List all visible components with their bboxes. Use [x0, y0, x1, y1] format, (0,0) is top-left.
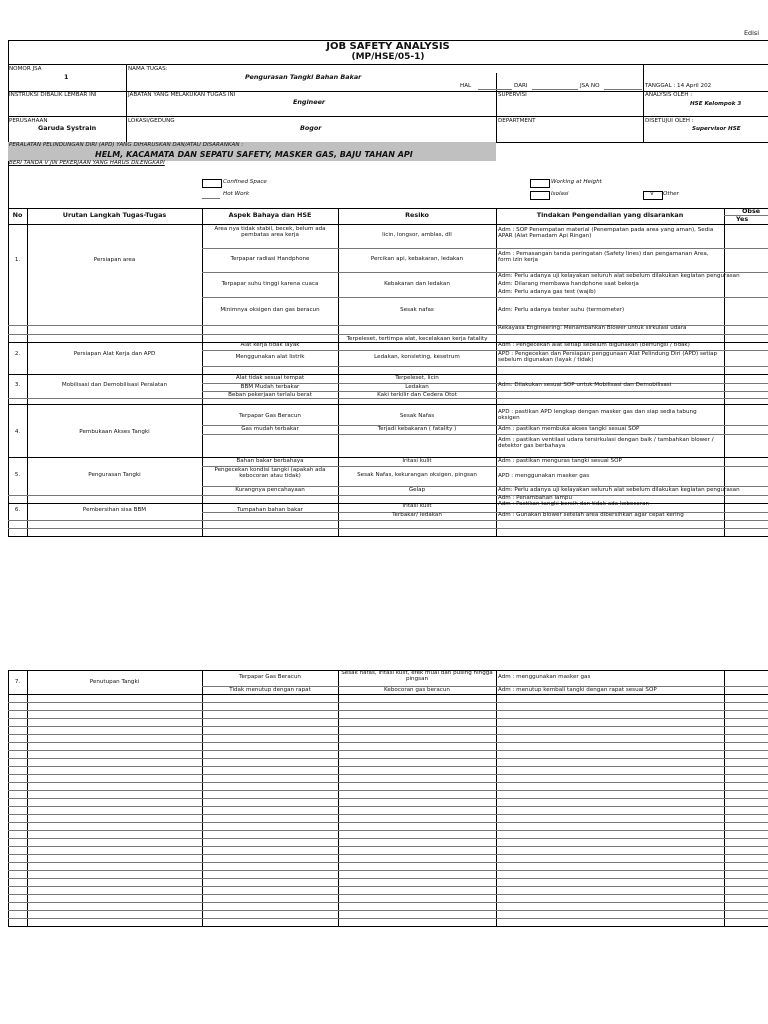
row7-hazard-2: Tidak menutup dengan rapat	[229, 687, 311, 693]
lokasi-value: Bogor	[300, 124, 322, 132]
empty-row-line	[8, 742, 768, 743]
row1-hazard-4: Minimnya oksigen dan gas beracun	[220, 307, 320, 313]
empty-row-line	[8, 782, 768, 783]
row4-no: 4.	[14, 429, 21, 435]
jabatan-value: Engineer	[293, 98, 326, 106]
row6-risk-1: Iritasi kulit	[402, 503, 432, 509]
row4-action-3: Adm : pastikan ventilasi udara tersirkulasi dengan baik / tambahkan blower / detektor gas berbahaya	[498, 437, 714, 450]
empty-row-line	[8, 902, 768, 903]
row2-no: 2.	[14, 351, 21, 357]
lokasi-label: LOKASI/GEDUNG	[128, 118, 175, 124]
row2-risk-1: Terpeleset, tertimpa alat, kecelakaan kerja fatality	[346, 336, 488, 342]
other-check-mark: V	[650, 191, 654, 197]
row5-hazard-3: Kurangnya pencahayaan	[235, 487, 305, 493]
col-urutan: Urutan Langkah Tugas-Tugas	[62, 211, 167, 219]
row5-action-1: Adm : pastikan menguras tangki sesuai SOP	[498, 458, 622, 464]
empty-row-line	[8, 822, 768, 823]
empty-row-line	[8, 702, 768, 703]
empty-row-line	[8, 854, 768, 855]
row3-risk-2: Ledakan	[405, 384, 429, 390]
row1-risk-4: Sesak nafas	[400, 307, 434, 313]
empty-row-line	[8, 878, 768, 879]
row5-risk-3: Gelap	[408, 487, 426, 493]
isolasi-label: Isolasi	[551, 191, 569, 197]
row7-risk-1: Sesak nafas, iritasi kulit, efek mual dan pusing hingga pingsan	[341, 670, 493, 683]
perusahaan-value: Garuda Systrain	[38, 124, 97, 132]
empty-row-line	[8, 766, 768, 767]
empty-row-line	[8, 894, 768, 895]
row1-step: Persiapan area	[93, 257, 136, 263]
row3-action-1: Adm: Dilakukan sesuai SOP untuk Mobilisasi dan Demobilisasi	[498, 382, 672, 388]
perusahaan-label: PERUSAHAAN	[9, 118, 48, 124]
doc-code: (MP/HSE/05-1)	[351, 52, 425, 62]
row4-action-1: APD : pastikan APD lengkap dengan masker gas dan siap sedia tabung oksigen	[498, 409, 697, 422]
row6-step: Pembersihan sisa BBM	[82, 507, 147, 513]
row3-hazard-1: Alat tidak sesuai tempat	[235, 375, 305, 381]
col-no: No	[12, 211, 23, 219]
row5-action-5: Adm : Pastikan tangki bersih dan tidak ada kebocoran	[498, 501, 650, 507]
col-tindakan: Tindakan Pengendalian yang disarankan	[536, 211, 684, 219]
nomor-jsa-value: 1	[64, 73, 69, 81]
row6-hazard-1: Tumpahan bahan bakar	[237, 507, 303, 513]
disetujui-label: DISETUJUI OLEH :	[645, 118, 694, 124]
jsa-no-label: JSA NO	[580, 83, 600, 89]
row1-hazard-2: Terpapar radiasi Handphone	[230, 256, 310, 262]
col-resiko: Resiko	[405, 211, 429, 219]
row3-no: 3.	[14, 382, 21, 388]
row3-risk-3: Kaki terkilir dan Cedera Otot	[377, 392, 457, 398]
empty-row-line	[8, 814, 768, 815]
empty-row-line	[8, 718, 768, 719]
tanggal-value: TANGGAL : 14 April 202	[645, 83, 712, 89]
row4-risk-1: Sesak Nafas	[399, 413, 435, 419]
row1-risk-3: Kebakaran dan ledakan	[384, 281, 450, 287]
row2-hazard-2: Menggunakan alat listrik	[235, 354, 305, 360]
row4-hazard-2: Gas mudah terbakar	[241, 426, 299, 432]
empty-row-line	[8, 862, 768, 863]
empty-row-line	[8, 774, 768, 775]
row4-action-2: Adm : pastikan membuka akses tangki sesuai SOP	[498, 426, 640, 432]
row1-hazard-3: Terpapar suhu tinggi karena cuaca	[221, 281, 319, 287]
analysis-value: HSE Kelompok 3	[690, 101, 742, 107]
row5-action-3: Adm: Perlu adanya uji kelayakan seluruh alat sebelum dilakukan kegiatan pengurasan	[498, 487, 740, 493]
col-obs: Obse	[742, 207, 761, 215]
nama-tugas-label: NAMA TUGAS:	[128, 66, 168, 72]
empty-row-line	[8, 838, 768, 839]
permit-instruction: BERI TANDA V JIN PEKERJAAN YANG HARUS DILENGKAPI	[9, 160, 165, 166]
nama-tugas-value: Pengurasan Tangki Bahan Bakar	[245, 73, 362, 81]
doc-title: JOB SAFETY ANALYSIS	[326, 41, 450, 52]
other-label: Other	[663, 191, 679, 197]
row7-step: Penutupan Tangki	[89, 679, 140, 685]
supervisi-label: SUPERVISI	[498, 92, 527, 98]
nomor-jsa-label: NOMOR JSA	[9, 66, 42, 72]
working-at-height-checkbox[interactable]	[530, 179, 550, 188]
empty-row-line	[8, 758, 768, 759]
confined-space-checkbox[interactable]	[202, 179, 222, 188]
row3-step: Mobilisasi dan Demobilisasi Peralatan	[61, 382, 168, 388]
empty-row-line	[8, 798, 768, 799]
dari-label: DARI	[514, 83, 528, 89]
row7-hazard-1: Terpapar Gas Beracun	[239, 674, 301, 680]
row3-risk-1: Terpeleset, licin	[395, 375, 439, 381]
edition-label: Edisi	[744, 29, 759, 37]
row5-risk-2: Sesak Nafas, kekurangan oksigen, pingsan	[357, 472, 477, 478]
working-at-height-label: Working at Height	[551, 179, 602, 185]
empty-row-line	[8, 870, 768, 871]
row2-action-1: Adm : Pengecekan alat setiap sebelum digunakan (berfungsi / tidak)	[498, 342, 690, 348]
empty-row-line	[8, 734, 768, 735]
row2-risk-2: Ledakan, konsleting, kesetrum	[374, 354, 460, 360]
row3-hazard-2: BBM Mudah terbakar	[240, 384, 300, 390]
row2-action-2: APD : Pengecekan dan Persiapan penggunaan Alat Pelindung Diri (APD) setiap sebelum digunakan (layak / tidak)	[498, 351, 718, 364]
row1-action-5: Adm: Perlu adanya gas test (wajib)	[498, 289, 596, 295]
row5-action-4: Adm : Penambahan lampu	[498, 495, 573, 501]
row7-risk-2: Kebocoran gas beracun	[384, 687, 450, 693]
row7-action-2: Adm : menutup kembali tangki dengan rapat sesuai SOP	[498, 687, 657, 693]
row5-risk-1: Iritasi kulit	[402, 458, 432, 464]
row2-hazard-1: Alat kerja tidak layak	[240, 342, 300, 348]
empty-row-line	[8, 726, 768, 727]
analysis-label: ANALYSIS OLEH :	[645, 92, 693, 98]
row6-no: 6.	[14, 507, 21, 513]
row5-no: 5.	[14, 472, 21, 478]
instruksi-label: INSTRUKSI DIBALIK LEMBAR INI	[9, 92, 97, 98]
row6-action-1: Adm : Gunakan blower setelah area dibersihkan agar cepat kering	[498, 512, 684, 518]
empty-row-line	[8, 806, 768, 807]
row4-step: Pembukaan Akses Tangki	[79, 429, 150, 435]
row1-action-2: Adm : Pemasangan tanda peringatan (Safety lines) dan pengamanan Area, form izin kerja	[498, 251, 709, 264]
empty-row-line	[8, 750, 768, 751]
row1-action-1: Adm : SOP Penempatan material (Penempatan pada area yang aman), Sedia APAR (Alat Pemadam Api Ringan)	[498, 227, 714, 240]
row1-action-3: Adm: Perlu adanya uji kelayakan seluruh alat sebelum dilakukan kegiatan pengurasan	[498, 273, 740, 279]
confined-space-label: Confined Space	[223, 179, 267, 185]
apd-label: PERALATAN PELINDUNGAN DIRI (APD) YANG DIHARUSKAN DAN/ATAU DISARANKAN :	[9, 142, 244, 148]
jabatan-label: JABATAN YANG MELAKUKAN TUGAS INI	[128, 92, 236, 98]
empty-row-line	[8, 910, 768, 911]
row7-action-1: Adm : menggunakan masker gas	[498, 674, 591, 680]
department-label: DEPARTMENT	[498, 118, 536, 124]
hot-work-label: Hot Work	[223, 191, 250, 197]
empty-row-line	[8, 846, 768, 847]
empty-row-line	[8, 886, 768, 887]
empty-row-line	[8, 790, 768, 791]
row1-no: 1.	[14, 257, 21, 263]
row4-hazard-1: Terpapar Gas Beracun	[239, 413, 301, 419]
hal-label: HAL	[460, 83, 472, 89]
row1-action-4: Adm: Dilarang membawa handphone saat bekerja	[498, 281, 639, 287]
apd-value: HELM, KACAMATA DAN SEPATU SAFETY, MASKER GAS, BAJU TAHAN API	[95, 150, 413, 159]
row1-action-7: Rekayasa Engineering: Menambahkan Blower untuk sirkulasi udara	[498, 325, 687, 331]
col-yes: Yes	[736, 215, 749, 223]
disetujui-value: Supervisor HSE	[692, 126, 741, 132]
row1-risk-2: Percikan api, kebakaran, ledakan	[370, 256, 464, 262]
col-aspek: Aspek Bahaya dan HSE	[228, 211, 312, 219]
row2-step: Persiapan Alat Kerja dan APD	[73, 351, 156, 357]
row5-step: Pengurasan Tangki	[88, 472, 141, 478]
empty-row-line	[8, 710, 768, 711]
row1-action-6: Adm: Perlu adanya tester suhu (termometer)	[498, 307, 625, 313]
row3-hazard-3: Beban pekerjaan terlalu berat	[228, 392, 312, 398]
row4-risk-2: Terjadi kebakaran ( fatality )	[377, 426, 457, 432]
isolasi-checkbox[interactable]	[530, 191, 550, 200]
row5-hazard-1: Bahan bakar berbahaya	[236, 458, 304, 464]
row1-hazard-1: Area nya tidak stabil, becek, belum ada pembatas area kerja	[214, 226, 326, 239]
empty-row-line	[8, 918, 768, 919]
row6-risk-2: Terbakar/ ledakan	[392, 512, 442, 518]
empty-row-line	[8, 830, 768, 831]
row1-risk-1: licin, longsor, amblas, dll	[382, 232, 452, 238]
row7-no: 7.	[14, 679, 21, 685]
row5-action-2: APD : menggunakan masker gas	[498, 473, 590, 479]
row5-hazard-2: Pengecekan kondisi tangki (apakah ada kebocoran atau tidak)	[214, 467, 326, 480]
